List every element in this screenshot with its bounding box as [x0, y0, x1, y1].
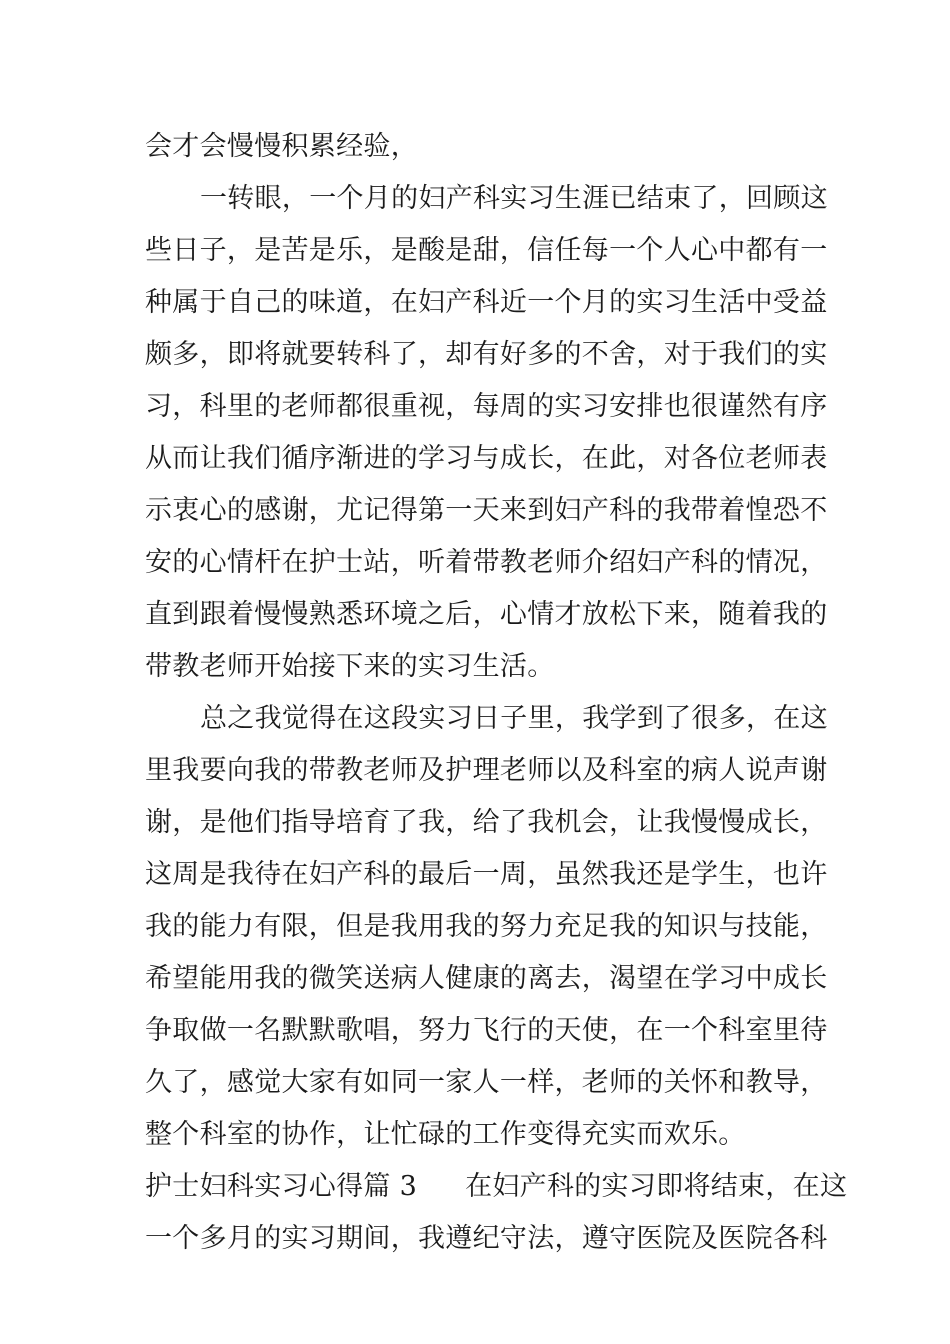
text-line: 会才会慢慢积累经验， [145, 131, 418, 162]
text-line: 安的心情杆在护士站，听着带教老师介绍妇产科的情况， [145, 547, 828, 578]
text-line: 谢，是他们指导培育了我，给了我机会，让我慢慢成长， [145, 807, 828, 838]
text-line: 颇多，即将就要转科了，却有好多的不舍，对于我们的实 [145, 339, 828, 370]
text-line: 些日子，是苦是乐，是酸是甜，信任每一个人心中都有一 [145, 235, 828, 266]
text-line: 种属于自己的味道，在妇产科近一个月的实习生活中受益 [145, 287, 828, 318]
text-line: 整个科室的协作，让忙碌的工作变得充实而欢乐。 [145, 1119, 746, 1150]
text-line: 我的能力有限，但是我用我的努力充足我的知识与技能， [145, 911, 828, 942]
text-line: 希望能用我的微笑送病人健康的离去，渴望在学习中成长 [145, 963, 828, 994]
text-line: 直到跟着慢慢熟悉环境之后，心情才放松下来，随着我的 [145, 599, 828, 630]
paragraph-first-line: 一转眼，一个月的妇产科实习生涯已结束了，回顾这 [200, 183, 828, 214]
section-heading-line [145, 1169, 848, 1205]
text-line: 习，科里的老师都很重视，每周的实习安排也很谨然有序 [145, 391, 828, 422]
text-line: 示衷心的感谢，尤记得第一天来到妇产科的我带着惶恐不 [145, 495, 828, 526]
text-line: 里我要向我的带教老师及护理老师以及科室的病人说声谢 [145, 755, 828, 786]
section-title: 护士妇科实习心得篇 3 [145, 1171, 418, 1202]
text-line: 久了，感觉大家有如同一家人一样，老师的关怀和教导， [145, 1067, 828, 1098]
text-line: 从而让我们循序渐进的学习与成长，在此，对各位老师表 [145, 443, 828, 474]
text-line: 这周是我待在妇产科的最后一周，虽然我还是学生，也许 [145, 859, 828, 890]
text-line: 带教老师开始接下来的实习生活。 [145, 651, 555, 682]
paragraph-first-line: 总之我觉得在这段实习日子里，我学到了很多，在这 [200, 703, 828, 734]
text-line: 争取做一名默默歌唱，努力飞行的天使，在一个科室里待 [145, 1015, 828, 1046]
text-line: 一个多月的实习期间，我遵纪守法，遵守医院及医院各科 [145, 1223, 828, 1254]
section-first-sentence: 在妇产科的实习即将结束，在这 [465, 1171, 848, 1202]
